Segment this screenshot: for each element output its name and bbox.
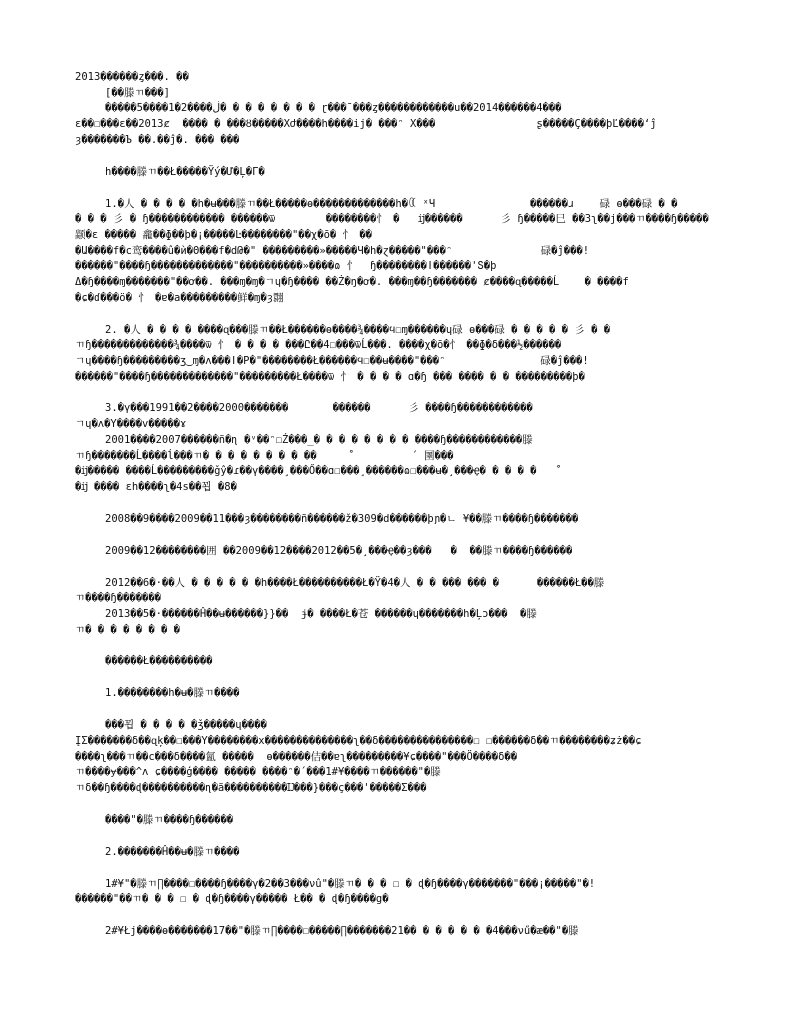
text-line: ������"����ɧ�������������"���������Ł����ѿ 忄 � � � � ɑ�ɧ ��� ���� � � ���������þ�: [75, 370, 585, 383]
text-line: ㄲδ��ɧ����ɖ����������ɳ�ã����������Ĳ���}���ç���'�����Σ���: [75, 781, 427, 794]
text-line: ㄲɧ�������������¾����ѿ 忄 � � � � ���Ը��4☐���ѿĹ���. ����χ�ō�忄 ��ɸ�δ���½������: [75, 339, 562, 352]
text-line: 2#¥Łj����ɵ�������17��"�滕ㄲ∏����☐�����∏�������21�� � � � � � �4���νű�æ��"�滕: [105, 925, 579, 938]
paragraph: [75, 924, 720, 940]
document-page: [75, 70, 720, 940]
text-line: h����滕ㄲ��Ł�����Ÿý�Ư�Ļ�Γ�: [105, 165, 265, 178]
section-heading: [75, 654, 720, 670]
text-line: �ĳ ���� ɛh����ʅ�4s��꾑 �8�: [75, 480, 237, 493]
text-line: [��滕ㄲ���]: [105, 86, 170, 99]
text-line: 3.�ү���1991��2����2000������� ������ 彡 ����ɧ������������: [105, 402, 533, 415]
text-line: �ɕ�ɗ���ö� 忄 �ɐ�a���������鲜�ɱ�ȝ翾: [75, 291, 284, 304]
text-line: ㄲ����ɧ�������: [75, 592, 162, 605]
paragraph: [75, 512, 720, 528]
text-line: 1.��������h�ʉ�滕ㄲ����: [105, 687, 240, 700]
text-line: � � � 彡 � ɧ������������ ������ѿ ��������忄 � ĳ������ 彡 ɧ�����巳 ��3ʅ��j���ㄲ����ɧ�����: [75, 213, 709, 226]
text-line: ����"�滕ㄲ����ɧ������: [105, 813, 234, 826]
subsection-heading: [75, 845, 720, 861]
text-line: 2013������ȥ���. ��: [75, 71, 189, 83]
text-line: ���꾑 � � � � �ǯ�����ɥ����: [105, 719, 267, 732]
text-line: 2013��5�·������Ĥ��ʉ������}}�� ɉ� ����Ł�苍 ������ɥ�������h�Ļɔ��� �滕: [105, 607, 537, 620]
text-line: �Ա����f�c鸾����û�ѝ�Θ���f�dԹ�" ���������»�����Ч�h�ɀ�����"���ᵔ 碌�ĵ���!: [75, 244, 590, 257]
text-line: 2.�������Ĥ��ʉ�滕ㄲ����: [105, 845, 240, 858]
text-line: ĮΣ�������δ��ɋķ��☐���Y��������x��������������ʅ��δ���������������☐ ☐������δ��ㄲ��������ʑż��ɕ: [75, 734, 642, 747]
paragraph: [75, 544, 720, 560]
text-line: ������Ł����������: [105, 655, 213, 668]
text-line: ㄲɧ�������Ĺ����ĺ���ㄲ� � � � � � � � �� ˚ ´ 圛���: [75, 449, 454, 462]
text-line: Δ�ɧ����ɱ�������"��ơ��. ���ɱ�ɱ�ㄱɥ�ɧ���� ��Ż�ŋ�ơ�. ���ɱ��ɧ������� ȼ����ɋ�����Ĺ � ����f: [75, 275, 629, 288]
paragraph: [75, 813, 720, 829]
paragraph: [75, 576, 720, 639]
text-line: ㄲ����ɏ���^ʌ ɕ����ģ���� ����� ����ᵔ�´���1#¥����ㄲ������"�滕: [75, 766, 441, 779]
subsection-heading: [75, 686, 720, 702]
text-line: 颛�ɛ ����� 龕��ɸ��þ�¡�����Ŀ��������"��χ�ō� 忄 ��: [75, 228, 373, 241]
text-line: 2009��12��������囲 ��2009��12����2012��5�¸���Ҿ��ȝ��� � ��滕ㄲ����ɧ������: [105, 544, 573, 557]
text-line: ɛ��☐���ɛ��2013ȼ ���� � ���ȣ�����Xժ����h����ij� ���ᵔ X��� ʂ�����Ç����þĽ����ʻĵ: [75, 118, 657, 131]
text-line: �ĳ����� ����Ĺ���������ǧŷ�ɾ��ү����¸���Ő��ɑ☐���¸������ɷ☐���ʉ�¸���Ҿ� � � � � ˚: [75, 465, 562, 478]
text-line: 2001����2007������ñ�ɳ �ᵛ��ᵔ☐Ź���_� � � � � � � � ����ɧ������������滕: [105, 433, 533, 446]
paragraph: [75, 877, 720, 908]
text-line: ������"��ㄲ� � � ☐ � ɖ�ɧ����γ����� Ł�� � ɖ�ɧ����g�: [75, 893, 389, 906]
text-line: 2012��6�·��人 � � � � � �h����Ł����������Ł�Ÿ�4�人 � � ��� ��� � ������Ł��滕: [105, 576, 605, 589]
paragraph: [75, 718, 720, 796]
text-line: �����5����ڶ����2�1� � � � � � � � ɽ���ˉ���ȥ������������u��2014������4���: [105, 102, 562, 115]
text-line: ����ʅ���ㄲ��c���δ����氳 ����� ɵ������佶��ɐʅ���������¥ɕ����"���Ӧ����δ��: [75, 750, 518, 763]
text-line: ㄲ� � � � � � � �: [75, 623, 180, 636]
paragraph: [75, 401, 720, 495]
text-line: 2008��9����2009��11���ȝ��������ñ������ž�309�d������þɲ�ㄴ ¥��滕ㄲ����ɧ�������: [105, 512, 579, 525]
paragraph: [75, 323, 720, 386]
text-line: 2. �人 � � � � ����ɋ���滕ㄲ��Ł������ɵ����¾����ϥ☐ɱ������ɥ碌 ɵ���碌 � � � � � 彡 � �: [105, 323, 611, 336]
paragraph: [75, 197, 720, 307]
text-line: ㄱɥ����ɧ���������ʒ‿ɱ�ʌ���ǀ�P�"��������Ł������Ϥ☐��ʉ����"���ᵔ 碌�ĵ���!: [75, 354, 589, 367]
text-line: 1#¥"�滕ㄲ∏����☐����ɧ����γ�2��3���νû"�滕ㄲ� � � ☐ � ɖ�ɧ����γ�������"���¡�����"�!: [105, 877, 596, 890]
text-line: ȝ�������Ъ ��.��ĵ�. ��� ���: [75, 133, 240, 146]
text-line: 1.�人 � � � � �h�ʉ���滕ㄲ��Ł�����ɵ�������������h�ꏉ ˣЧ ������ɹ 碌 ɵ���碌 � �: [105, 197, 678, 210]
section-heading: [75, 165, 720, 181]
text-line: ������"����ɧ�������������"����������»����ɷ 忄 ɧ��������ǀ������'Տ�þ: [75, 260, 497, 273]
text-line: ㄱɥ�ʌ�Y����v�����ɤ: [75, 418, 187, 431]
header-block: [75, 70, 720, 148]
